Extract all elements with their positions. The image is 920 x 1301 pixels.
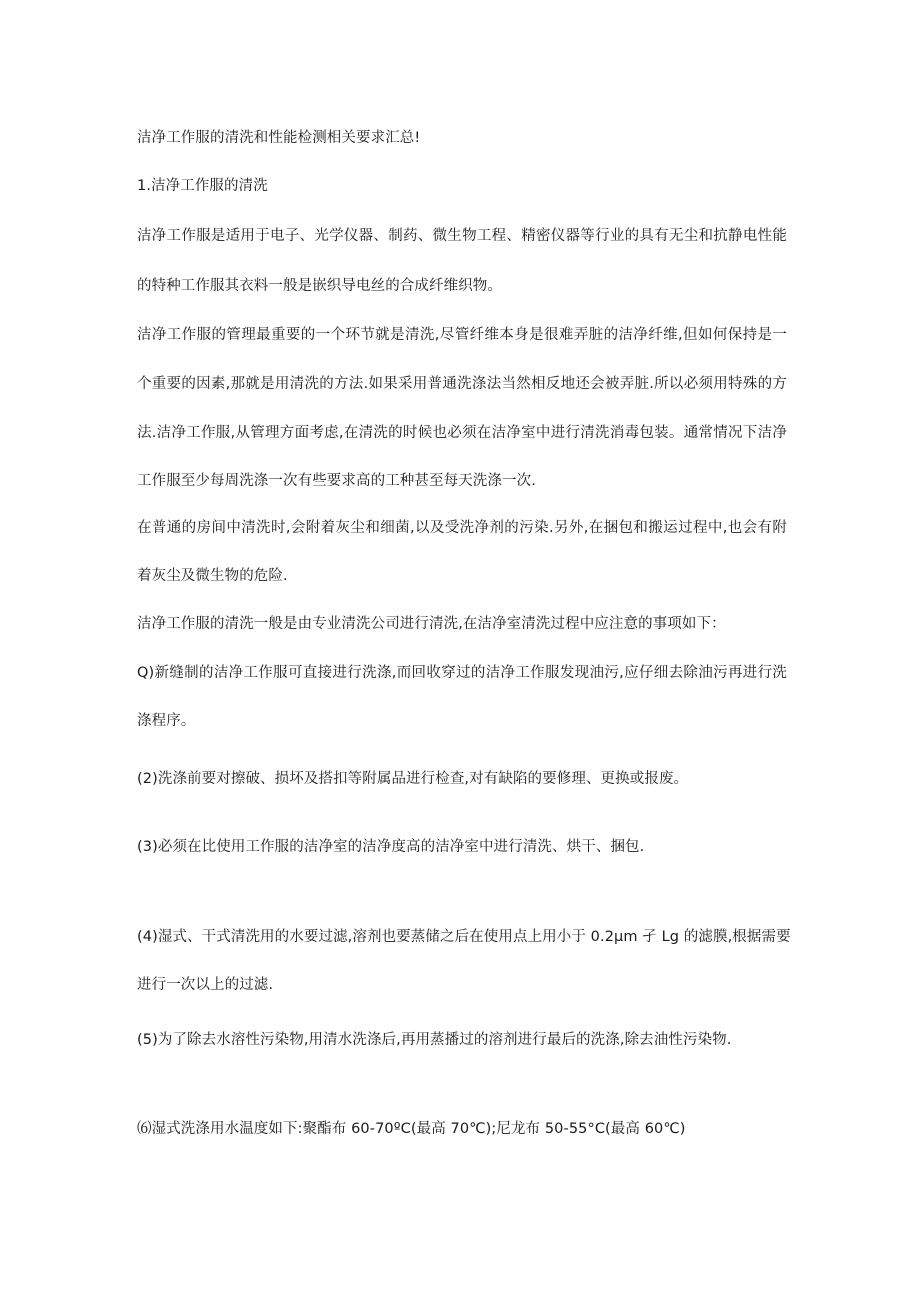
paragraph-line: 着灰尘及微生物的危险.: [137, 568, 288, 584]
list-item-4-line: 进行一次以上的过滤.: [137, 977, 274, 993]
list-item-6: ⑹湿式洗涤用水温度如下:聚酯布 60-70ºC(最高 70℃);尼龙布 50-55°C(最高 60℃): [137, 1121, 686, 1137]
section-heading: 1.洁净工作服的清洗: [137, 178, 268, 194]
paragraph-line: 洁净工作服的管理最重要的一个环节就是清洗,尽管纤维本身是很难弄脏的洁净纤维,但如何保持是一: [137, 327, 787, 343]
paragraph-line: 洁净工作服的清洗一般是由专业清洗公司进行清洗,在洁净室清洗过程中应注意的事项如下：: [137, 616, 726, 632]
list-item-3: (3)必须在比使用工作服的洁净室的洁净度高的洁净室中进行清洗、烘干、捆包.: [137, 839, 645, 855]
list-item-5: (5)为了除去水溶性污染物,用清水洗涤后,再用蒸播过的溶剂进行最后的洗涤,除去油性污染物.: [137, 1032, 732, 1048]
paragraph-line: 在普通的房间中清洗时,会附着灰尘和细菌,以及受洗净剂的污染.另外,在捆包和搬运过程中,也会有附: [137, 520, 787, 536]
paragraph-line: 个重要的因素,那就是用清洗的方法.如果采用普通洗涤法当然相反地还会被弄脏.所以必须用特殊的方: [137, 376, 787, 392]
list-item-4-line: (4)湿式、干式清洗用的水要过滤,溶剂也要蒸储之后在使用点上用小于 0.2μm 孑 Lg 的滤膜,根据需要: [137, 929, 791, 945]
list-item-2: (2)洗涤前要对擦破、损坏及搭扣等附属品进行检查,对有缺陷的要修理、更换或报废。: [137, 771, 689, 787]
list-item-1-line: Q)新缝制的洁净工作服可直接进行洗涤,而回收穿过的洁净工作服发现油污,应仔细去除油污再进行洗: [137, 665, 787, 681]
paragraph-line: 法.洁净工作服,从管理方面考虑,在清洗的时候也必须在洁净室中进行清洗消毒包装。通常情况下洁净: [137, 425, 787, 441]
paragraph-line: 工作服至少每周洗涤一次有些要求高的工种甚至每天洗涤一次.: [137, 473, 536, 489]
document-title: 洁净工作服的清洗和性能检测相关要求汇总!: [137, 130, 421, 146]
paragraph-line: 洁净工作服是适用于电子、光学仪器、制药、微生物工程、精密仪器等行业的具有无尘和抗静电性能: [137, 228, 787, 244]
list-item-1-line: 涤程序。: [137, 713, 196, 729]
paragraph-line: 的特种工作服其衣料一般是嵌织导电丝的合成纤维织物。: [137, 278, 502, 294]
